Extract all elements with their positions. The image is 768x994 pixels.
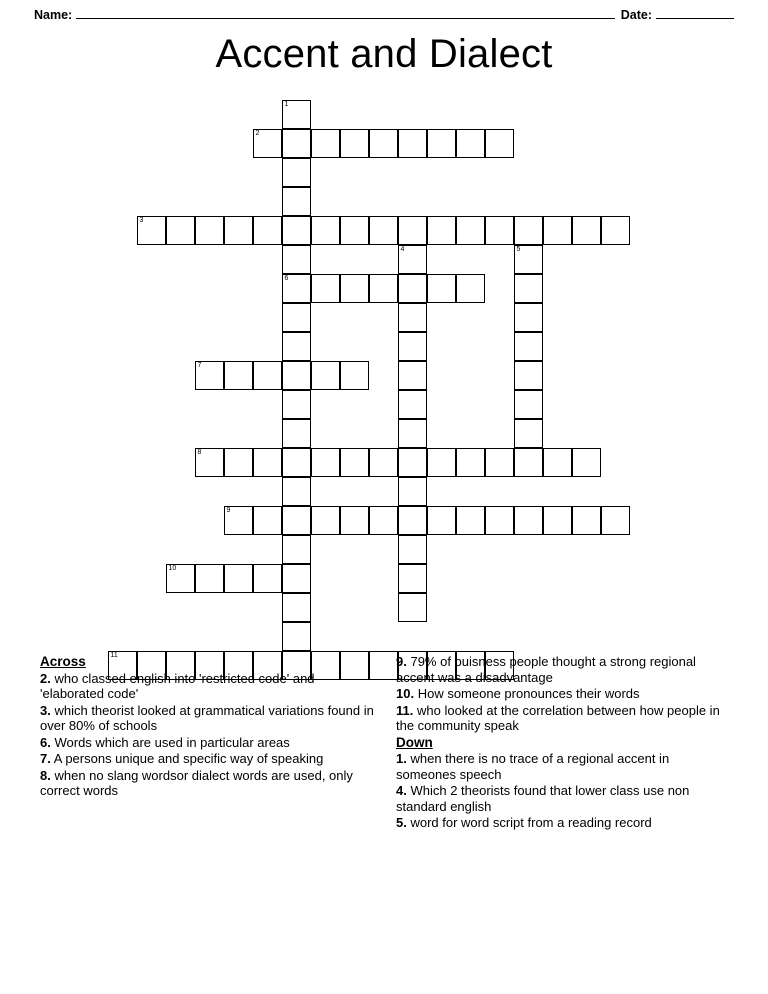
clue-number: 8.	[40, 767, 51, 783]
grid-cell-number: 3	[139, 217, 144, 224]
grid-cell[interactable]	[282, 100, 311, 129]
clue-down-4	[396, 783, 732, 814]
grid-cell-number: 4	[400, 246, 405, 253]
grid-cell[interactable]	[514, 361, 543, 390]
grid-cell-number: 10	[168, 565, 177, 572]
grid-cell[interactable]	[398, 332, 427, 361]
grid-cell[interactable]	[427, 274, 456, 303]
clue-number: 3.	[40, 702, 51, 718]
grid-cell-number: 2	[255, 130, 260, 137]
grid-cell[interactable]	[572, 506, 601, 535]
name-input-line[interactable]	[76, 8, 615, 19]
grid-cell[interactable]	[514, 245, 543, 274]
grid-cell[interactable]	[456, 216, 485, 245]
clues-section	[40, 654, 732, 832]
grid-cell[interactable]	[514, 274, 543, 303]
grid-cell[interactable]	[253, 216, 282, 245]
grid-cell[interactable]	[398, 535, 427, 564]
grid-cell[interactable]	[601, 216, 630, 245]
grid-cell[interactable]	[398, 129, 427, 158]
grid-cell[interactable]	[311, 448, 340, 477]
grid-cell[interactable]	[398, 390, 427, 419]
clue-text: A persons unique and specific way of speaking	[53, 751, 324, 766]
grid-cell[interactable]	[224, 216, 253, 245]
grid-cell[interactable]	[340, 506, 369, 535]
grid-cell[interactable]	[282, 361, 311, 390]
clue-number: 7.	[40, 751, 51, 766]
clue-number: 6.	[40, 734, 51, 750]
grid-cell[interactable]	[485, 506, 514, 535]
clue-number: 11.	[396, 702, 414, 718]
clue-text: who classed english into 'restricted code' and 'elaborated code'	[40, 670, 315, 701]
grid-cell[interactable]	[282, 506, 311, 535]
grid-cell[interactable]	[398, 274, 427, 303]
grid-cell-number: 11	[110, 652, 118, 659]
grid-cell[interactable]	[253, 448, 282, 477]
grid-cell[interactable]	[456, 506, 485, 535]
grid-cell[interactable]	[195, 564, 224, 593]
grid-cell[interactable]	[572, 216, 601, 245]
clue-number: 9.	[396, 654, 407, 669]
grid-cell[interactable]	[253, 361, 282, 390]
grid-cell[interactable]	[311, 274, 340, 303]
clues-column-left	[40, 654, 376, 800]
grid-cell[interactable]	[543, 448, 572, 477]
clue-text: Which 2 theorists found that lower class use non standard english	[396, 783, 690, 814]
grid-cell[interactable]	[282, 332, 311, 361]
clue-across-3	[40, 703, 376, 734]
grid-cell[interactable]	[514, 216, 543, 245]
grid-cell[interactable]	[340, 129, 369, 158]
grid-cell[interactable]	[398, 506, 427, 535]
grid-cell[interactable]	[282, 158, 311, 187]
grid-cell[interactable]	[340, 448, 369, 477]
grid-cell[interactable]	[398, 564, 427, 593]
grid-cell[interactable]	[224, 506, 253, 535]
grid-cell[interactable]	[485, 216, 514, 245]
grid-cell[interactable]	[398, 245, 427, 274]
grid-cell[interactable]	[195, 216, 224, 245]
grid-cell[interactable]	[282, 419, 311, 448]
grid-cell-number: 9	[226, 507, 231, 514]
grid-cell[interactable]	[137, 216, 166, 245]
grid-cell[interactable]	[282, 390, 311, 419]
grid-cell[interactable]	[456, 274, 485, 303]
grid-cell[interactable]	[514, 419, 543, 448]
grid-cell[interactable]	[514, 390, 543, 419]
grid-cell[interactable]	[282, 477, 311, 506]
grid-cell[interactable]	[485, 448, 514, 477]
grid-cell[interactable]	[282, 593, 311, 622]
grid-cell[interactable]	[282, 245, 311, 274]
clue-number: 10.	[396, 686, 415, 701]
grid-cell[interactable]	[282, 448, 311, 477]
grid-cell[interactable]	[282, 274, 311, 303]
grid-cell[interactable]	[311, 361, 340, 390]
grid-cell[interactable]	[369, 129, 398, 158]
grid-cell[interactable]	[253, 129, 282, 158]
grid-cell[interactable]	[282, 187, 311, 216]
clue-across-11	[396, 703, 732, 734]
clue-number: 2.	[40, 670, 51, 686]
grid-cell[interactable]	[224, 361, 253, 390]
page-title: Accent and Dialect	[215, 32, 553, 76]
grid-cell[interactable]	[369, 274, 398, 303]
grid-cell[interactable]	[572, 448, 601, 477]
grid-cell-number: 6	[284, 275, 289, 282]
clue-down-5	[396, 815, 732, 831]
grid-cell-number: 8	[197, 449, 202, 456]
grid-cell[interactable]	[282, 535, 311, 564]
clue-number: 4.	[396, 783, 407, 798]
date-label: Date:	[620, 8, 652, 22]
grid-cell[interactable]	[398, 448, 427, 477]
grid-cell[interactable]	[514, 303, 543, 332]
clue-text: when there is no trace of a regional accent in someones speech	[396, 751, 670, 782]
clue-across-8	[40, 768, 376, 799]
grid-cell[interactable]	[427, 129, 456, 158]
grid-cell[interactable]	[311, 216, 340, 245]
clue-text: which theorist looked at grammatical variations found in over 80% of schools	[40, 702, 374, 733]
grid-cell[interactable]	[253, 564, 282, 593]
grid-cell[interactable]	[514, 448, 543, 477]
grid-cell[interactable]	[340, 216, 369, 245]
grid-cell[interactable]	[601, 506, 630, 535]
grid-cell[interactable]	[427, 506, 456, 535]
clue-text: How someone pronounces their words	[417, 686, 640, 701]
clue-down-1	[396, 751, 732, 782]
grid-cell-number: 1	[284, 101, 289, 108]
grid-cell[interactable]	[369, 506, 398, 535]
down-heading: Down	[396, 734, 433, 750]
grid-cell[interactable]	[543, 506, 572, 535]
grid-cell[interactable]	[224, 448, 253, 477]
grid-cell[interactable]	[311, 506, 340, 535]
grid-cell[interactable]	[282, 303, 311, 332]
grid-cell[interactable]	[282, 622, 311, 651]
grid-cell[interactable]	[369, 216, 398, 245]
name-date-row	[34, 8, 734, 28]
clue-text: word for word script from a reading record	[410, 815, 652, 830]
grid-cell[interactable]	[543, 216, 572, 245]
clues-column-right	[396, 654, 732, 832]
grid-cell[interactable]	[427, 216, 456, 245]
clue-text: Words which are used in particular areas	[54, 734, 290, 750]
grid-cell[interactable]	[427, 448, 456, 477]
name-label: Name:	[34, 8, 73, 22]
grid-cell[interactable]	[253, 506, 282, 535]
grid-cell[interactable]	[282, 564, 311, 593]
grid-cell[interactable]	[398, 593, 427, 622]
grid-cell[interactable]	[340, 361, 369, 390]
grid-cell[interactable]	[514, 332, 543, 361]
clue-across-10	[396, 686, 732, 702]
grid-cell[interactable]	[456, 448, 485, 477]
grid-cell[interactable]	[166, 216, 195, 245]
grid-cell[interactable]	[398, 361, 427, 390]
grid-cell[interactable]	[224, 564, 253, 593]
grid-cell[interactable]	[195, 361, 224, 390]
clue-text: who looked at the correlation between how people in the community speak	[396, 702, 720, 733]
grid-cell[interactable]	[514, 506, 543, 535]
grid-cell-number: 5	[516, 246, 521, 253]
date-input-line[interactable]	[656, 8, 734, 19]
grid-cell[interactable]	[398, 477, 427, 506]
clue-across-7	[40, 751, 376, 767]
clue-number: 5.	[396, 815, 407, 830]
clue-across-6	[40, 735, 376, 751]
clue-number: 1.	[396, 751, 407, 766]
grid-cell[interactable]	[282, 129, 311, 158]
grid-cell[interactable]	[456, 129, 485, 158]
grid-cell[interactable]	[398, 419, 427, 448]
grid-cell[interactable]	[282, 216, 311, 245]
clue-across-2	[40, 671, 376, 702]
grid-cell-number: 7	[197, 362, 202, 369]
grid-cell[interactable]	[311, 129, 340, 158]
clue-text: 79% of buisness people thought a strong regional accent was a disadvantage	[396, 654, 696, 685]
grid-cell[interactable]	[398, 303, 427, 332]
grid-cell[interactable]	[195, 448, 224, 477]
crossword-grid[interactable]	[0, 98, 768, 658]
clue-across-9	[396, 654, 732, 685]
clue-text: when no slang wordsor dialect words are used, only correct words	[40, 767, 353, 798]
grid-cell[interactable]	[398, 216, 427, 245]
grid-cell[interactable]	[166, 564, 195, 593]
across-heading: Across	[40, 654, 86, 669]
grid-cell[interactable]	[485, 129, 514, 158]
grid-cell[interactable]	[369, 448, 398, 477]
grid-cell[interactable]	[340, 274, 369, 303]
